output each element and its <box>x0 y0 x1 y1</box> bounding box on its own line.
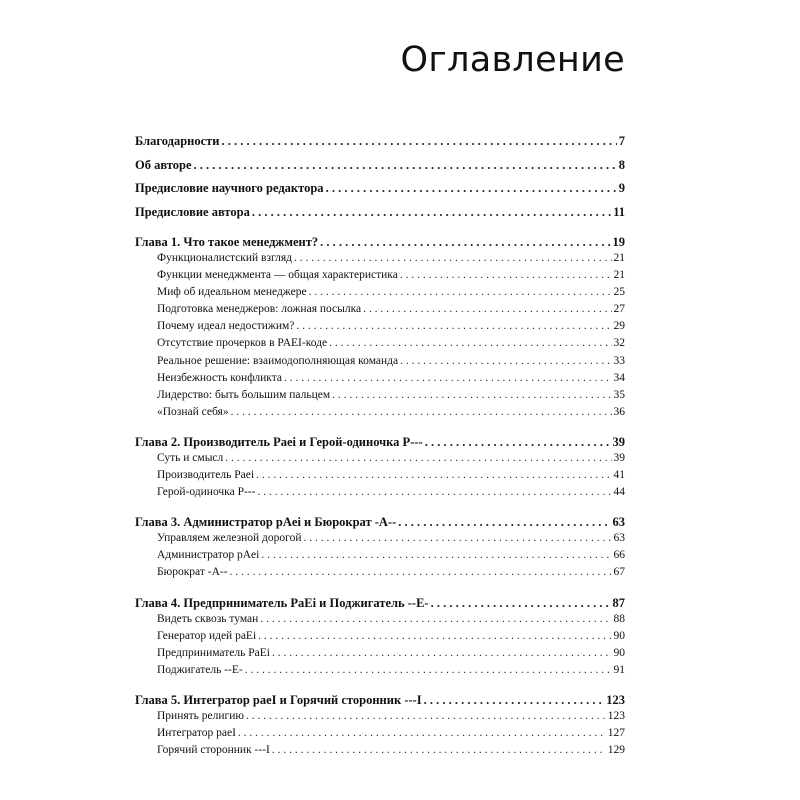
dot-leader <box>258 630 611 642</box>
dot-leader <box>225 452 611 464</box>
dot-leader <box>252 205 611 220</box>
chapter-entry[interactable] <box>135 435 625 452</box>
section-entry[interactable] <box>135 252 625 269</box>
toc-page-number: 34 <box>613 371 625 384</box>
dot-leader <box>329 337 611 349</box>
spacer <box>135 423 625 435</box>
toc-entry-label: «Познай себя» <box>157 405 229 418</box>
section-entry[interactable] <box>135 486 625 503</box>
dot-leader <box>257 486 611 498</box>
dot-leader <box>245 664 612 676</box>
front-matter-entry[interactable] <box>135 158 625 182</box>
spacer <box>135 228 625 235</box>
dot-leader <box>431 596 611 611</box>
toc-page-number: 21 <box>613 252 625 264</box>
section-entry[interactable] <box>135 549 625 566</box>
toc-entry-label: Интегратор paeI <box>157 726 236 739</box>
dot-leader <box>272 647 612 659</box>
toc-page-number: 32 <box>613 337 625 350</box>
dot-leader <box>272 744 606 756</box>
toc-page-number: 11 <box>613 204 625 219</box>
dot-leader <box>424 693 605 708</box>
section-entry[interactable] <box>135 355 625 372</box>
toc-page-number: 123 <box>606 692 625 707</box>
dot-leader <box>400 269 612 281</box>
dot-leader <box>284 372 612 384</box>
dot-leader <box>363 303 611 315</box>
toc-entry-label: Глава 5. Интегратор paeI и Горячий сторонник ---I <box>135 692 422 707</box>
dot-leader <box>231 406 612 418</box>
toc-page-number: 7 <box>618 134 625 148</box>
section-entry[interactable] <box>135 710 625 727</box>
toc-entry-label: Глава 3. Администратор pAei и Бюрократ -A-- <box>135 515 397 530</box>
toc-entry-label: Отсутствие прочерков в PAEI-коде <box>157 337 328 350</box>
section-entry[interactable] <box>135 452 625 469</box>
toc-entry-label: Благодарности <box>135 134 220 148</box>
dot-leader <box>194 158 617 173</box>
table-of-contents <box>135 134 625 761</box>
front-matter-entry[interactable] <box>135 181 625 205</box>
dot-leader <box>261 549 611 561</box>
toc-page-number: 91 <box>613 663 625 676</box>
toc-page-number: 66 <box>613 549 625 562</box>
section-entry[interactable] <box>135 664 625 681</box>
toc-entry-label: Видеть сквозь туман <box>157 612 259 625</box>
toc-page-number: 90 <box>613 646 625 659</box>
toc-entry-label: Функции менеджмента — общая характеристика <box>157 269 398 282</box>
dot-leader <box>222 134 617 149</box>
toc-entry-label: Об авторе <box>135 157 192 172</box>
toc-entry-label: Глава 2. Производитель Paei и Герой-одиночка P--- <box>135 434 423 449</box>
dot-leader <box>398 515 610 530</box>
chapter-entry[interactable] <box>135 596 625 613</box>
toc-entry-label: Принять религию <box>157 709 245 722</box>
section-entry[interactable] <box>135 389 625 406</box>
toc-entry-label: Подготовка менеджеров: ложная посылка <box>157 303 362 316</box>
front-matter-entry[interactable] <box>135 205 625 229</box>
toc-page-number: 36 <box>613 405 625 418</box>
toc-page-number: 19 <box>612 235 625 249</box>
toc-page-number: 8 <box>618 157 625 172</box>
section-entry[interactable] <box>135 269 625 286</box>
toc-entry-label: Реальное решение: взаимодополняющая команда <box>157 354 399 367</box>
toc-entry-label: Предисловие научного редактора <box>135 181 324 195</box>
toc-page-number: 63 <box>613 532 625 545</box>
dot-leader <box>256 469 611 481</box>
toc-entry-label: Поджигатель --E- <box>157 663 243 676</box>
dot-leader <box>238 727 606 739</box>
section-entry[interactable] <box>135 566 625 583</box>
dot-leader <box>246 710 606 722</box>
section-entry[interactable] <box>135 630 625 647</box>
front-matter-entry[interactable] <box>135 134 625 158</box>
dot-leader <box>425 435 611 450</box>
dot-leader <box>294 252 611 264</box>
toc-page-number: 9 <box>618 181 625 195</box>
toc-page-number: 39 <box>613 451 625 464</box>
spacer <box>135 584 625 596</box>
chapter-entry[interactable] <box>135 235 625 252</box>
toc-page-number: 90 <box>613 629 625 642</box>
dot-leader <box>320 235 610 250</box>
toc-page-number: 21 <box>613 269 625 282</box>
toc-entry-label: Горячий сторонник ---I <box>157 744 270 757</box>
toc-page-number: 33 <box>613 354 625 367</box>
dot-leader <box>304 532 612 544</box>
toc-entry-label: Администратор pAei <box>157 549 260 562</box>
section-entry[interactable] <box>135 727 625 744</box>
toc-entry-label: Предисловие автора <box>135 204 250 219</box>
dot-leader <box>332 389 611 401</box>
toc-entry-label: Бюрократ -A-- <box>157 566 228 579</box>
toc-page-number: 35 <box>613 388 625 401</box>
toc-entry-label: Лидерство: быть большим пальцем <box>157 388 331 401</box>
chapter-entry[interactable] <box>135 515 625 532</box>
toc-page-number: 29 <box>613 320 625 333</box>
toc-page-number: 44 <box>613 486 625 499</box>
spacer <box>135 681 625 693</box>
toc-page-number: 87 <box>612 595 625 610</box>
toc-page-number: 27 <box>613 303 625 316</box>
section-entry[interactable] <box>135 532 625 549</box>
section-entry[interactable] <box>135 647 625 664</box>
toc-page-number: 123 <box>607 709 625 722</box>
toc-page-number: 25 <box>613 286 625 299</box>
section-entry[interactable] <box>135 337 625 354</box>
section-entry[interactable] <box>135 320 625 337</box>
toc-page-number: 88 <box>613 612 625 625</box>
section-entry[interactable] <box>135 286 625 303</box>
toc-entry-label: Суть и смысл <box>157 451 224 464</box>
spacer <box>135 503 625 515</box>
dot-leader <box>309 286 612 298</box>
toc-page-number: 41 <box>613 469 625 482</box>
toc-entry-label: Глава 4. Предприниматель PaEi и Поджигатель --E- <box>135 595 429 610</box>
toc-page-number: 63 <box>612 515 625 530</box>
dot-leader <box>400 355 611 367</box>
toc-entry-label: Производитель Paei <box>157 469 255 482</box>
dot-leader <box>230 566 612 578</box>
section-entry[interactable] <box>135 406 625 423</box>
section-entry[interactable] <box>135 744 625 761</box>
section-entry[interactable] <box>135 372 625 389</box>
dot-leader <box>296 320 611 332</box>
toc-entry-label: Неизбежность конфликта <box>157 371 282 384</box>
section-entry[interactable] <box>135 469 625 486</box>
toc-entry-label: Герой-одиночка P--- <box>157 486 256 499</box>
section-entry[interactable] <box>135 303 625 320</box>
toc-entry-label: Предприниматель PaEi <box>157 646 270 659</box>
toc-page-number: 39 <box>612 434 625 449</box>
toc-entry-label: Миф об идеальном менеджере <box>157 286 307 299</box>
toc-entry-label: Почему идеал недостижим? <box>157 320 295 333</box>
dot-leader <box>326 181 617 196</box>
toc-page-number: 127 <box>607 726 625 739</box>
toc-entry-label: Глава 1. Что такое менеджмент? <box>135 235 319 249</box>
toc-entry-label: Управляем железной дорогой <box>157 532 302 545</box>
page-title: Оглавление <box>400 40 625 80</box>
chapter-entry[interactable] <box>135 693 625 710</box>
dot-leader <box>260 613 611 625</box>
toc-page-number: 129 <box>607 744 625 757</box>
toc-entry-label: Функционалистский взгляд <box>157 252 293 264</box>
toc-page-number: 67 <box>613 566 625 579</box>
section-entry[interactable] <box>135 613 625 630</box>
toc-entry-label: Генератор идей paEi <box>157 629 257 642</box>
